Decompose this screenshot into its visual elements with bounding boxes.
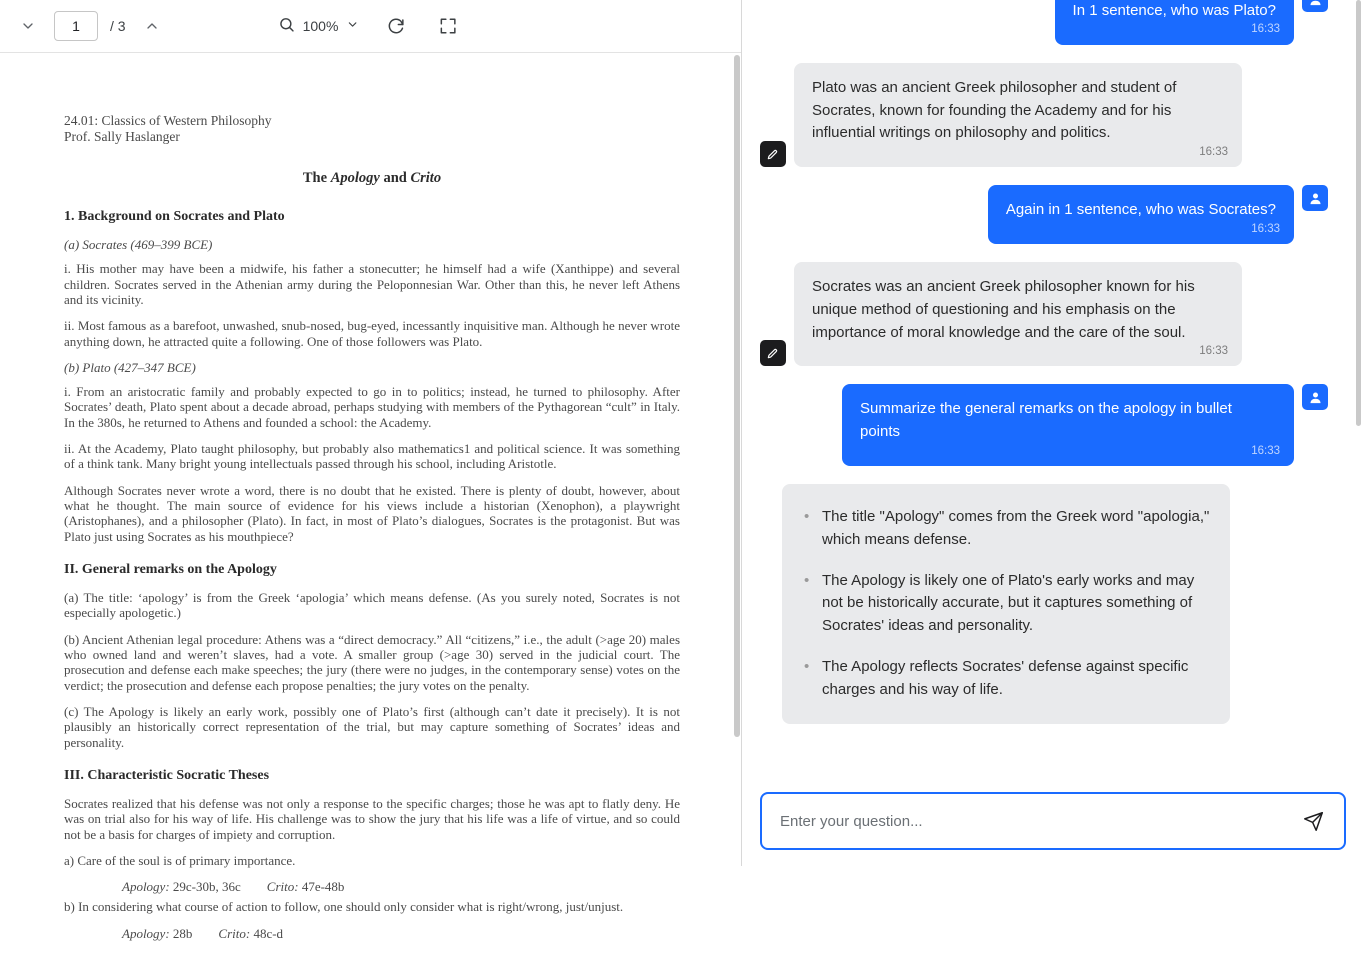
chat-message-row <box>760 0 1328 45</box>
page-total-label: / 3 <box>110 18 126 34</box>
document-title <box>64 170 680 187</box>
bot-message-bubble <box>794 262 1242 366</box>
bot-avatar-icon <box>760 340 786 366</box>
list-item: • The title "Apology" comes from the Greek word "apologia," which means defense. <box>822 506 1210 552</box>
send-icon[interactable] <box>1298 806 1328 836</box>
message-timestamp: 16:33 <box>1199 344 1228 357</box>
chat-pane <box>742 0 1364 866</box>
chevron-down-icon[interactable] <box>346 18 359 34</box>
zoom-level-label: 100% <box>302 18 339 34</box>
citation-apology-label: Apology: <box>122 925 170 941</box>
subsection-a-label: (a) Socrates (469–399 BCE) <box>64 237 213 253</box>
title-pre: The <box>302 170 331 187</box>
pdf-page-controls <box>0 11 166 41</box>
message-timestamp: 16:33 <box>1251 222 1280 235</box>
message-text: Plato was an ancient Greek philosopher and student of Socrates, known for founding the Academy and for his influential writings on philosophy and politics. <box>812 78 1177 142</box>
citation-crito-label: Crito: <box>218 925 251 941</box>
chat-message-row <box>760 185 1328 244</box>
pdf-toolbar <box>0 0 741 53</box>
question-composer[interactable] <box>760 792 1346 850</box>
citation-apology-value: 28b <box>169 925 193 941</box>
citation-crito-label: Crito: <box>266 879 299 895</box>
paragraph: (b) Ancient Athenian legal procedure: Athens was a “direct democracy.” All “citizens,” i.e., the adult (>age 20) males who owned land and weren’t slaves, had a vote. A smaller group (>age 30) served in the judicial court. The prosecution and defense each make speeches; the jury (there were no judges, in the contemporary sense) votes on the verdict; the prosecution and defense each propose penalties; the jury votes on the penalty. <box>64 631 680 693</box>
question-input[interactable] <box>778 812 1298 831</box>
section-heading-1: 1. Background on Socrates and Plato <box>64 209 285 225</box>
paragraph: i. From an aristocratic family and probably expected to go in to politics; instead, he turned to philosophy. After Socrates’ death, Plato spent about a decade abroad, perhaps studying with members of the Pythagorean “cult” in Italy. In the 380s, he returned to Athens and founded a school: the Academy. <box>64 383 680 430</box>
user-message-bubble <box>988 185 1294 244</box>
thesis-item-a: a) Care of the soul is of primary importance. <box>64 852 296 868</box>
citation-apology-value: 29c-30b, 36c <box>169 879 241 895</box>
citation-crito-value: 47e-48b <box>298 879 345 895</box>
message-timestamp: 16:33 <box>1251 444 1280 457</box>
message-text: In 1 sentence, who was Plato? <box>1072 2 1276 19</box>
page-number-input[interactable] <box>54 11 98 41</box>
paragraph: (c) The Apology is likely an early work, possibly one of Plato’s first (although can’t date it precisely). It is not plausibly an historically correct representation of the trial, but may capture something of Socrates’ ideas and personality. <box>64 703 680 750</box>
paragraph: Socrates realized that his defense was not only a response to the specific charges; those he was apt to flatly deny. He was on trial also for his way of life. His challenge was to show the jury that his life was a life of virtue, and so could not be a basis for charges of impiety and corruption. <box>64 795 680 842</box>
pdf-toolbar-center <box>278 11 464 41</box>
chat-message-list[interactable] <box>742 0 1364 782</box>
subsection-b-label: (b) Plato (427–347 BCE) <box>64 359 196 375</box>
chat-scrollbar[interactable] <box>1356 0 1362 782</box>
course-line-2: Prof. Sally Haslanger <box>64 128 180 144</box>
chat-message-row <box>760 63 1328 167</box>
chat-scrollbar-thumb[interactable] <box>1356 0 1361 426</box>
composer-area <box>742 782 1364 866</box>
bot-avatar-icon <box>760 141 786 167</box>
list-item: • The Apology is likely one of Plato's early works and may not be historically accurate, but it captures something of Socrates' ideas and personality. <box>822 570 1210 638</box>
section-heading-3: III. Characteristic Socratic Theses <box>64 767 270 783</box>
chevron-down-icon[interactable] <box>14 12 42 40</box>
bot-message-bubble <box>794 63 1242 167</box>
chat-message-row <box>760 262 1328 366</box>
user-avatar-icon <box>1302 0 1328 12</box>
user-message-bubble <box>1055 0 1294 45</box>
pdf-scrollbar[interactable] <box>733 53 741 966</box>
paragraph: ii. At the Academy, Plato taught philosophy, but probably also mathematics1 and political science. It was something of a think tank. Many bright young intellectuals passed through his school, including Aristotle. <box>64 440 680 472</box>
bot-bullet-answer-bubble <box>782 484 1230 724</box>
thesis-citation-a <box>64 879 680 895</box>
pdf-scrollbar-thumb[interactable] <box>734 55 740 737</box>
user-message-bubble <box>842 384 1294 466</box>
message-text: Again in 1 sentence, who was Socrates? <box>1005 201 1276 219</box>
title-italic-apology: Apology <box>330 170 380 187</box>
chat-message-row <box>760 484 1328 724</box>
citation-apology-label: Apology: <box>122 879 170 895</box>
search-icon[interactable] <box>278 16 295 36</box>
zoom-control[interactable] <box>278 16 360 36</box>
message-timestamp: 16:33 <box>1251 23 1280 36</box>
paragraph: Although Socrates never wrote a word, there is no doubt that he existed. There is plenty of doubt, however, about what he thought. The main source of evidence for his views include a historian (Xenophon), a playwright (Aristophanes), and a philosopher (Plato). In fact, in most of Plato’s dialogues, Socrates is the protagonist. But was Plato just using Socrates as his mouthpiece? <box>64 482 680 544</box>
paragraph: ii. Most famous as a barefoot, unwashed, snub-nosed, bug-eyed, incessantly inquisitive man. Although he never wrote anything down, he attracted quite a following. One of those followers was Plato. <box>64 318 680 349</box>
title-italic-crito: Crito <box>410 170 442 187</box>
course-line-1: 24.01: Classics of Western Philosophy <box>64 113 272 128</box>
thesis-item-b: b) In considering what course of action to follow, one should only consider what is right/wrong, just/unjust. <box>64 899 624 915</box>
citation-crito-value: 48c-d <box>250 925 284 941</box>
message-text: Summarize the general remarks on the apology in bullet points <box>860 400 1232 441</box>
reload-icon[interactable] <box>381 11 411 41</box>
chat-message-row <box>760 384 1328 466</box>
bullet-list <box>802 506 1210 702</box>
user-avatar-icon <box>1302 384 1328 410</box>
title-mid: and <box>379 170 411 187</box>
pdf-scroll-area[interactable] <box>0 53 741 966</box>
document-header <box>64 113 680 144</box>
thesis-citation-b <box>64 926 680 942</box>
paragraph: i. His mother may have been a midwife, his father a stonecutter; he himself had a wife (Xanthippe) and several children. Socrates served in the Athenian army during the Peloponnesian War. Other than this, he never left Athens and its vicinity. <box>64 261 680 307</box>
fullscreen-icon[interactable] <box>433 11 463 41</box>
section-heading-2: II. General remarks on the Apology <box>64 561 277 577</box>
paragraph: (a) The title: ‘apology’ is from the Greek ‘apologia’ which means defense. (As you surely noted, Socrates is not especially apologetic.) <box>64 589 680 621</box>
chevron-up-icon[interactable] <box>138 12 166 40</box>
list-item: • The Apology reflects Socrates' defense against specific charges and his way of life. <box>822 656 1210 702</box>
message-timestamp: 16:33 <box>1199 145 1228 158</box>
pdf-page-1 <box>0 53 742 966</box>
user-avatar-icon <box>1302 185 1328 211</box>
message-text: Socrates was an ancient Greek philosopher known for his unique method of questioning and his emphasis on the importance of moral knowledge and the care of the soul. <box>812 277 1195 341</box>
